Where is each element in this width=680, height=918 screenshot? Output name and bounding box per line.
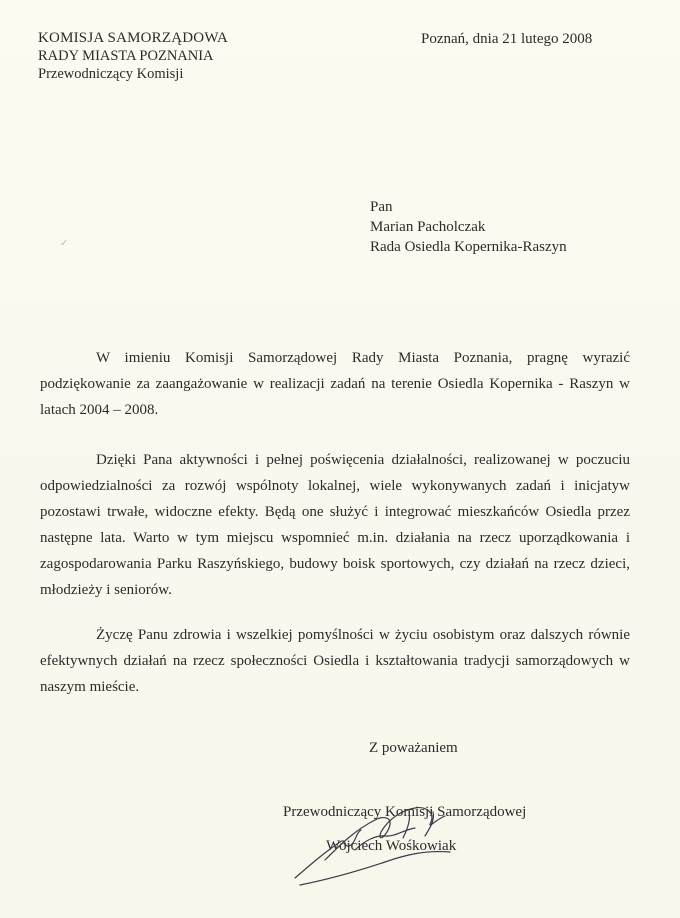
recipient-organization: Rada Osiedla Kopernika-Raszyn xyxy=(370,239,567,255)
closing-phrase: Z poważaniem xyxy=(369,740,458,756)
handwritten-signature xyxy=(285,790,485,890)
org-name-line2: RADY MIASTA POZNANIA xyxy=(38,48,214,64)
org-name-line1: KOMISJA SAMORZĄDOWA xyxy=(38,30,229,46)
body-paragraph-2 xyxy=(40,447,630,603)
signatory-name: Wojciech Wośkowiak xyxy=(326,838,457,854)
paragraph-text: W imieniu Komisji Samorządowej Rady Miasta Poznania, pragnę wyrazić podziękowanie za zaangażowanie w realizacji zadań na terenie Osiedla Kopernika - Raszyn w latach 2004 – 2008. xyxy=(40,350,630,418)
body-paragraph-3 xyxy=(40,622,630,700)
recipient-salutation: Pan xyxy=(370,199,393,215)
paragraph-text: Dzięki Pana aktywności i pełnej poświęcenia działalności, realizowanej w poczuciu odpowiedzialności za rozwój wspólnoty lokalnej, wiele wykonywanych zadań i inicjatyw pozostawi trwałe, widoczne efekty. Będą one służyć i integrować mieszkańców Osiedla przez następne lata. Warto w tym miejscu wspomnieć m.in. działania na rzecz uporządkowania i zagospodarowania Parku Raszyńskiego, budowy boisk sportowych, czy działań na rzecz dzieci, młodzieży i seniorów. xyxy=(40,452,630,598)
sender-title: Przewodniczący Komisji xyxy=(38,66,184,82)
body-paragraph-1 xyxy=(40,345,630,423)
signatory-title: Przewodniczący Komisji Samorządowej xyxy=(283,804,527,820)
paper-mark: ✓ xyxy=(60,238,69,249)
paragraph-text: Życzę Panu zdrowia i wszelkiej pomyślności w życiu osobistym oraz dalszych równie efektywnych działań na rzecz społeczności Osiedla i kształtowania tradycji samorządowych w naszym mieście. xyxy=(40,627,630,695)
recipient-name: Marian Pacholczak xyxy=(370,219,486,235)
recipient-block xyxy=(370,197,567,257)
letter-date: Poznań, dnia 21 lutego 2008 xyxy=(421,31,593,47)
sender-block xyxy=(38,29,228,83)
